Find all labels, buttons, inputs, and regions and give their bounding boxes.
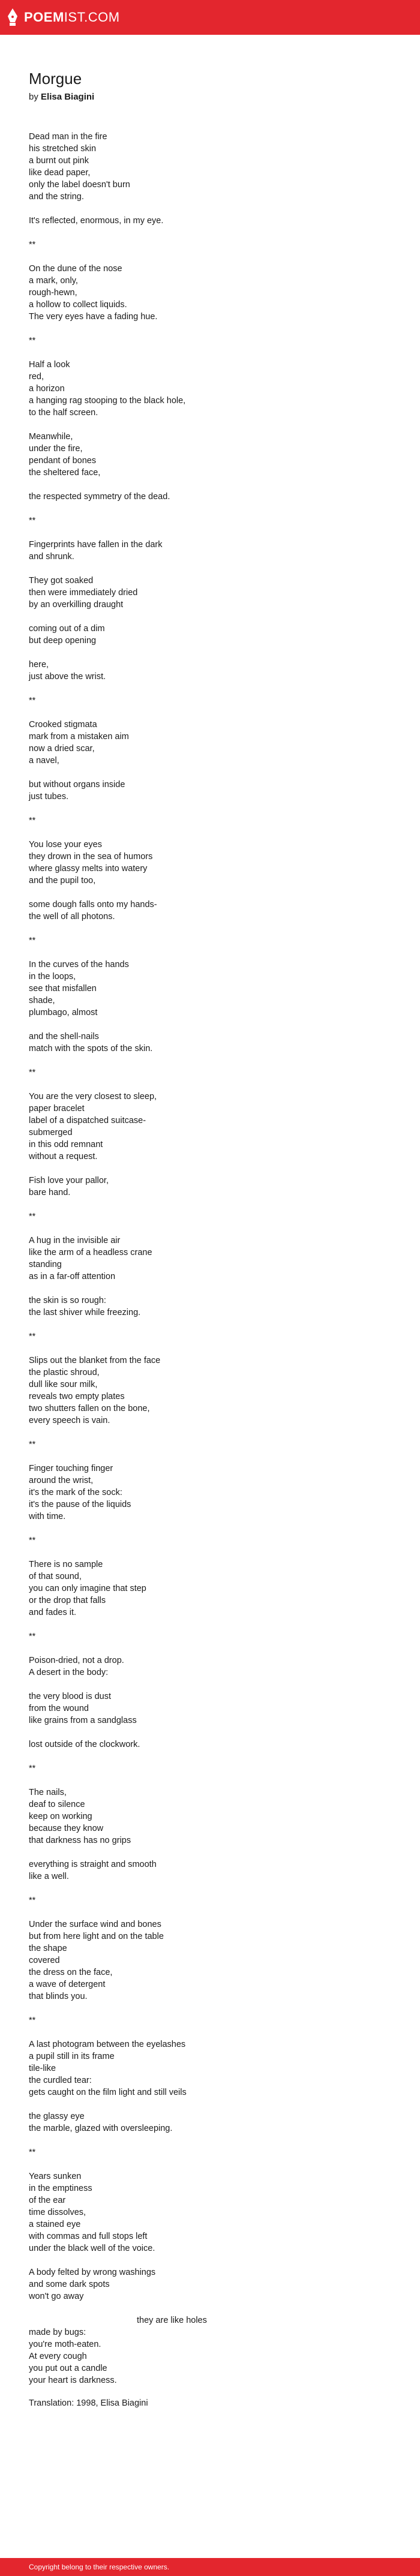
stanza-separator: ** <box>29 1332 36 1341</box>
poem-line: coming out of a dim <box>29 624 105 634</box>
poem-line: reveals two empty plates <box>29 1392 125 1401</box>
poem-line: a hanging rag stooping to the black hole, <box>29 396 186 406</box>
footer <box>0 2558 420 2576</box>
poem-line: Crooked stigmata <box>29 720 97 729</box>
poem-line: dull like sour milk, <box>29 1380 98 1389</box>
stanza <box>29 491 391 503</box>
poem-line: the marble, glazed with oversleeping. <box>29 2124 173 2133</box>
stanza <box>29 779 391 803</box>
poem-line: you can only imagine that step <box>29 1584 146 1593</box>
poem-line: that blinds you. <box>29 1992 88 2001</box>
poem-line: the dress on the face, <box>29 1968 113 1977</box>
poem-line: but from here light and on the table <box>29 1932 164 1941</box>
poem-line: you're moth-eaten. <box>29 2340 101 2349</box>
poem-line: Years sunken <box>29 2172 82 2181</box>
stanza <box>29 719 391 767</box>
poem-line: shade, <box>29 996 55 1005</box>
poem-line: the sheltered face, <box>29 468 101 478</box>
stanza <box>29 431 391 479</box>
stanza <box>29 1235 391 1283</box>
poem-line: Finger touching finger <box>29 1464 113 1473</box>
poem-line: You are the very closest to sleep, <box>29 1092 157 1101</box>
stanza <box>29 2266 391 2302</box>
stanza <box>29 1295 391 1319</box>
stanza <box>29 1691 391 1727</box>
stanza <box>29 131 391 203</box>
poem-line: like the arm of a headless crane <box>29 1248 152 1257</box>
poem-line: the well of all photons. <box>29 912 115 921</box>
poem-line: plumbago, almost <box>29 1008 98 1017</box>
byline-prefix: by <box>29 92 41 102</box>
poem-line: and the string. <box>29 192 84 202</box>
poem-line: won't go away <box>29 2292 84 2301</box>
poem-line: At every cough <box>29 2352 87 2361</box>
poem-line: gets caught on the film light and still veils <box>29 2088 187 2097</box>
stanza <box>29 2038 391 2098</box>
poem-line: and shrunk. <box>29 552 74 562</box>
stanza <box>29 575 391 611</box>
stanza <box>29 839 391 887</box>
stanza-separator: ** <box>29 516 36 526</box>
translation-credit: Translation: 1998, Elisa Biagini <box>29 2398 148 2408</box>
stanza <box>29 1859 391 1883</box>
poem-line: pendant of bones <box>29 456 97 466</box>
poem-line: It's reflected, enormous, in my eye. <box>29 216 164 226</box>
poem-line: the skin is so rough: <box>29 1296 106 1305</box>
poem-line: Under the surface wind and bones <box>29 1920 161 1929</box>
poem-line: The very eyes have a fading hue. <box>29 312 158 322</box>
poem-line: A last photogram between the eyelashes <box>29 2040 186 2049</box>
poem-line-indented: they are like holes <box>137 2316 207 2325</box>
poem-line: they drown in the sea of humors <box>29 852 153 861</box>
poem-line: some dough falls onto my hands- <box>29 900 157 909</box>
stanza-separator: ** <box>29 2016 36 2025</box>
poem-line: or the drop that falls <box>29 1596 106 1605</box>
poem-line: a navel, <box>29 756 59 765</box>
poem-line: time dissolves, <box>29 2208 86 2217</box>
poem-line: by an overkilling draught <box>29 600 124 610</box>
stanza <box>29 659 391 683</box>
poem-line: The nails, <box>29 1788 67 1797</box>
poem-line: like dead paper, <box>29 168 91 178</box>
final-stanza <box>29 2314 391 2386</box>
poem-line: rough-hewn, <box>29 288 77 298</box>
poem-line: see that misfallen <box>29 984 97 993</box>
poem-line: covered <box>29 1956 60 1965</box>
poem-line: Meanwhile, <box>29 432 73 442</box>
stanza-separator: ** <box>29 1068 36 1077</box>
stanza <box>29 2110 391 2134</box>
poem-line: match with the spots of the skin. <box>29 1044 153 1053</box>
poem-line: mark from a mistaken aim <box>29 732 129 741</box>
stanza <box>29 359 391 419</box>
poem-line: but without organs inside <box>29 780 125 789</box>
poem-line: with time. <box>29 1512 66 1521</box>
poem-line: in the loops, <box>29 972 76 981</box>
poem-line: A body felted by wrong washings <box>29 2268 156 2277</box>
poem-line: now a dried scar, <box>29 744 95 753</box>
stanza-separator: ** <box>29 1632 36 1641</box>
stanza-separator: ** <box>29 1896 36 1905</box>
poem-line: as in a far-off attention <box>29 1272 116 1281</box>
poem-line: Half a look <box>29 360 70 370</box>
author-name[interactable]: Elisa Biagini <box>41 92 95 102</box>
poem-line: In the curves of the hands <box>29 960 129 969</box>
poem-line: On the dune of the nose <box>29 264 122 274</box>
stanza-separator: ** <box>29 336 36 346</box>
poem-line: Poison-dried, not a drop. <box>29 1656 124 1665</box>
poem-line: to the half screen. <box>29 408 98 418</box>
poem-line: just above the wrist. <box>29 672 106 681</box>
poem-line: around the wrist, <box>29 1476 94 1485</box>
logo-text-strong: POEM <box>24 10 64 25</box>
poem-line: keep on working <box>29 1812 92 1821</box>
poem-line: a hollow to collect liquids. <box>29 300 127 310</box>
poem-line: a burnt out pink <box>29 156 89 166</box>
poem-line: the last shiver while freezing. <box>29 1308 141 1317</box>
stanza-separator: ** <box>29 1440 36 1449</box>
poem-line: There is no sample <box>29 1560 103 1569</box>
stanza <box>29 1739 391 1751</box>
stanza-separator: ** <box>29 1764 36 1773</box>
poem-line: the plastic shroud, <box>29 1368 100 1377</box>
poem-line: of the ear <box>29 2196 66 2205</box>
stanza-separator: ** <box>29 1536 36 1545</box>
poem-line: made by bugs: <box>29 2328 86 2337</box>
poem-line: the curdled tear: <box>29 2076 92 2085</box>
stanza <box>29 959 391 1019</box>
poem-line: from the wound <box>29 1704 89 1713</box>
poem-line: but deep opening <box>29 636 97 645</box>
poem-line: and the shell-nails <box>29 1032 99 1041</box>
stanza <box>29 1787 391 1847</box>
poem-line: with commas and full stops left <box>29 2232 148 2241</box>
poem-line: tile-like <box>29 2064 56 2073</box>
poem-line: only the label doesn't burn <box>29 180 130 190</box>
stanza <box>29 1091 391 1163</box>
poem-line: everything is straight and smooth <box>29 1860 157 1869</box>
poem-line: here, <box>29 660 49 669</box>
poem-line: then were immediately dried <box>29 588 138 598</box>
poem-line: and some dark spots <box>29 2280 110 2289</box>
poem-line: the shape <box>29 1944 67 1953</box>
poem-line: like grains from a sandglass <box>29 1716 137 1725</box>
poem-line: Slips out the blanket from the face <box>29 1356 161 1365</box>
stanza <box>29 1031 391 1055</box>
stanza <box>29 1463 391 1523</box>
poem-line: a wave of detergent <box>29 1980 106 1989</box>
poem-line: that darkness has no grips <box>29 1836 131 1845</box>
stanza <box>29 1655 391 1679</box>
poem-line: red, <box>29 372 44 382</box>
poem-line: You lose your eyes <box>29 840 102 849</box>
poem-line: a pupil still in its frame <box>29 2052 115 2061</box>
poem-line: just tubes. <box>29 792 69 801</box>
logo-text-light: IST.COM <box>64 10 120 25</box>
poem-line: submerged <box>29 1128 73 1137</box>
poem-line: Fish love your pallor, <box>29 1176 109 1185</box>
stanza <box>29 263 391 323</box>
poem-line: in this odd remnant <box>29 1140 103 1149</box>
poem-line: the respected symmetry of the dead. <box>29 492 170 502</box>
poem-line: two shutters fallen on the bone, <box>29 1404 150 1413</box>
poem-line: you put out a candle <box>29 2364 107 2373</box>
poem-line: label of a dispatched suitcase- <box>29 1116 146 1125</box>
poem-line: where glassy melts into watery <box>29 864 148 873</box>
poem-line: A hug in the invisible air <box>29 1236 121 1245</box>
poem-line: a stained eye <box>29 2220 81 2229</box>
stanza-separator: ** <box>29 696 36 705</box>
byline <box>29 92 391 102</box>
poem-line: it's the mark of the sock: <box>29 1488 122 1497</box>
stanza <box>29 1355 391 1427</box>
poem-line: like a well. <box>29 1872 69 1881</box>
poem-line: in the emptiness <box>29 2184 92 2193</box>
poem-line: Fingerprints have fallen in the dark <box>29 540 163 550</box>
poem-line: under the black well of the voice. <box>29 2244 155 2253</box>
poem-line: a horizon <box>29 384 65 394</box>
stanza <box>29 539 391 563</box>
stanza-separator: ** <box>29 240 36 250</box>
stanza-separator: ** <box>29 1212 36 1221</box>
stanza <box>29 623 391 647</box>
top-bar <box>0 0 420 35</box>
stanza <box>29 215 391 227</box>
poem-line: Dead man in the fire <box>29 132 107 142</box>
pen-nib-icon <box>6 8 19 27</box>
poem-line: because they know <box>29 1824 104 1833</box>
poem-line: standing <box>29 1260 62 1269</box>
poem-title: Morgue <box>29 70 82 88</box>
poem-line: it's the pause of the liquids <box>29 1500 131 1509</box>
stanza-separator: ** <box>29 816 36 825</box>
stanza <box>29 1175 391 1199</box>
site-logo[interactable] <box>6 8 120 27</box>
poem-line: the glassy eye <box>29 2112 85 2121</box>
poem-line: and the pupil too, <box>29 876 96 885</box>
copyright-text: Copyright belong to their respective owners. <box>29 2563 170 2571</box>
poem-line: of that sound, <box>29 1572 82 1581</box>
poem-body <box>29 131 391 2302</box>
poem-line: A desert in the body: <box>29 1668 109 1677</box>
poem-line: lost outside of the clockwork. <box>29 1740 140 1749</box>
poem-line: without a request. <box>29 1152 98 1161</box>
stanza-separator: ** <box>29 2148 36 2157</box>
poem-line: every speech is vain. <box>29 1416 110 1425</box>
poem-line: the very blood is dust <box>29 1692 112 1701</box>
poem-line: under the fire, <box>29 444 83 454</box>
stanza <box>29 1919 391 2002</box>
stanza <box>29 899 391 923</box>
poem-line: his stretched skin <box>29 144 97 154</box>
poem-line: a mark, only, <box>29 276 78 286</box>
poem-line: deaf to silence <box>29 1800 85 1809</box>
poem-line: and fades it. <box>29 1608 76 1617</box>
stanza <box>29 2170 391 2254</box>
stanza-separator: ** <box>29 936 36 945</box>
poem-content <box>0 35 420 2408</box>
poem-line: your heart is darkness. <box>29 2376 117 2385</box>
stanza <box>29 1559 391 1619</box>
poem-line: They got soaked <box>29 576 94 586</box>
poem-line: paper bracelet <box>29 1104 85 1113</box>
poem-line: bare hand. <box>29 1188 71 1197</box>
